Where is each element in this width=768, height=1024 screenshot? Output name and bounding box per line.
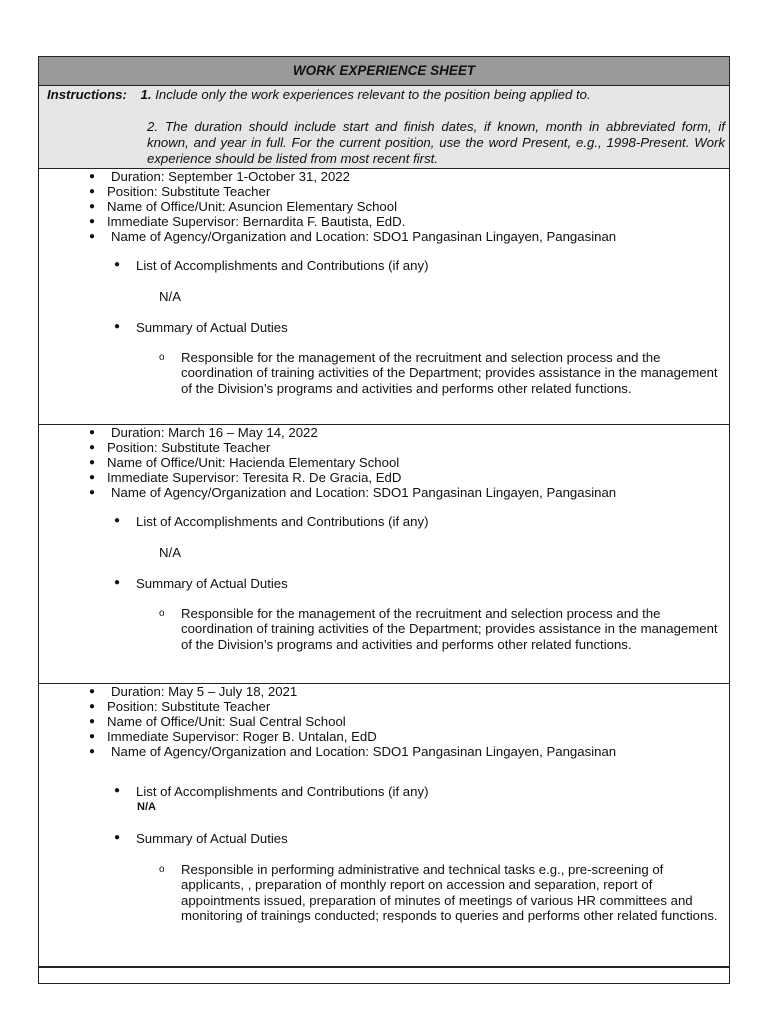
entry-details <box>89 169 616 244</box>
hollow-bullet-icon: o <box>159 352 165 363</box>
immediate-supervisor: ● Immediate Supervisor: Roger B. Untalan, EdD <box>89 729 616 744</box>
position: ● Position: Substitute Teacher <box>89 184 616 199</box>
office-unit: ● Name of Office/Unit: Asuncion Elementary School <box>89 199 616 214</box>
instruction-number-2: 2. <box>147 119 158 134</box>
agency-location: ● Name of Agency/Organization and Location: SDO1 Pangasinan Lingayen, Pangasinan <box>89 485 616 500</box>
bullet-icon: ● <box>114 577 121 588</box>
instructions-section <box>39 86 729 169</box>
work-experience-sheet <box>38 56 730 984</box>
bullet-icon: ● <box>114 832 121 843</box>
hollow-bullet-icon: o <box>159 864 165 875</box>
agency-location: ● Name of Agency/Organization and Location: SDO1 Pangasinan Lingayen, Pangasinan <box>89 744 616 759</box>
position: ● Position: Substitute Teacher <box>89 699 616 714</box>
immediate-supervisor: ● Immediate Supervisor: Teresita R. De Gracia, EdD <box>89 470 616 485</box>
empty-row-divider <box>39 967 729 968</box>
entry-details <box>89 684 616 759</box>
bullet-icon: ● <box>114 785 121 796</box>
instruction-item-1 <box>47 87 591 102</box>
instruction-text-2: The duration should include start and finish dates, if known, month in abbreviated form, if known, and year in full. For the current position, use the word Present, e.g., 1998-Present. Work experience should be listed from most recent first. <box>147 119 725 166</box>
bullet-icon: ● <box>114 515 121 526</box>
bullet-icon: ● <box>114 259 121 270</box>
instruction-item-2 <box>147 119 725 167</box>
office-unit: ● Name of Office/Unit: Hacienda Elementary School <box>89 455 616 470</box>
duration: ● Duration: May 5 – July 18, 2021 <box>89 684 616 699</box>
experience-entry-1: ● Duration: September 1-October 31, 2022 ● Position: Substitute Teacher ● Name of Office/Unit: Asuncion Elementary School ● Immediate Supervisor: Bernardita F. Bautista, EdD. ● Name of Agency/Organization and Location: SDO1 Pangasinan Lingayen, Pangasinan ● List of Accomplishments and Contributions (if any) N/A ● Summary of Actual Duties o Responsible for the management of the recruitment and selection process and the coordination of training activities of the Department; provides assistance in the management of the Division’s programs and activities and performs other related functions. <box>39 169 729 425</box>
experience-entry-2: ● Duration: March 16 – May 14, 2022 ● Position: Substitute Teacher ● Name of Office/Unit: Hacienda Elementary School ● Immediate Supervisor: Teresita R. De Gracia, EdD ● Name of Agency/Organization and Location: SDO1 Pangasinan Lingayen, Pangasinan ● List of Accomplishments and Contributions (if any) N/A ● Summary of Actual Duties o Responsible for the management of the recruitment and selection process and the coordination of training activities of the Department; provides assistance in the management of the Division’s programs and activities and performs other related functions. <box>39 425 729 684</box>
immediate-supervisor: ● Immediate Supervisor: Bernardita F. Bautista, EdD. <box>89 214 616 229</box>
experience-entry-3: ● Duration: May 5 – July 18, 2021 ● Position: Substitute Teacher ● Name of Office/Unit: Sual Central School ● Immediate Supervisor: Roger B. Untalan, EdD ● Name of Agency/Organization and Location: SDO1 Pangasinan Lingayen, Pangasinan ● List of Accomplishments and Contributions (if any) N/A ● Summary of Actual Duties o Responsible in performing administrative and technical tasks e.g., pre-screening of applicants, , preparation of monthly report on accession and separation, report of appointments issued, preparation of minutes of meetings of various HR committees and monitoring of trainings conducted; responds to queries and performs other related functions. <box>39 684 729 967</box>
sheet-title: WORK EXPERIENCE SHEET <box>39 57 729 86</box>
instruction-number-1: 1. <box>140 87 152 102</box>
accomplishments-value: N/A <box>159 545 181 560</box>
agency-location: ● Name of Agency/Organization and Location: SDO1 Pangasinan Lingayen, Pangasinan <box>89 229 616 244</box>
hollow-bullet-icon: o <box>159 608 165 619</box>
accomplishments-value: N/A <box>137 801 156 813</box>
entry-details <box>89 425 616 500</box>
instruction-text-1: Include only the work experiences relevant to the position being applied to. <box>155 87 591 102</box>
instructions-label: Instructions: <box>47 87 127 102</box>
duration: ● Duration: March 16 – May 14, 2022 <box>89 425 616 440</box>
accomplishments-value: N/A <box>159 289 181 304</box>
duration: ● Duration: September 1-October 31, 2022 <box>89 169 616 184</box>
office-unit: ● Name of Office/Unit: Sual Central School <box>89 714 616 729</box>
position: ● Position: Substitute Teacher <box>89 440 616 455</box>
bullet-icon: ● <box>114 321 121 332</box>
